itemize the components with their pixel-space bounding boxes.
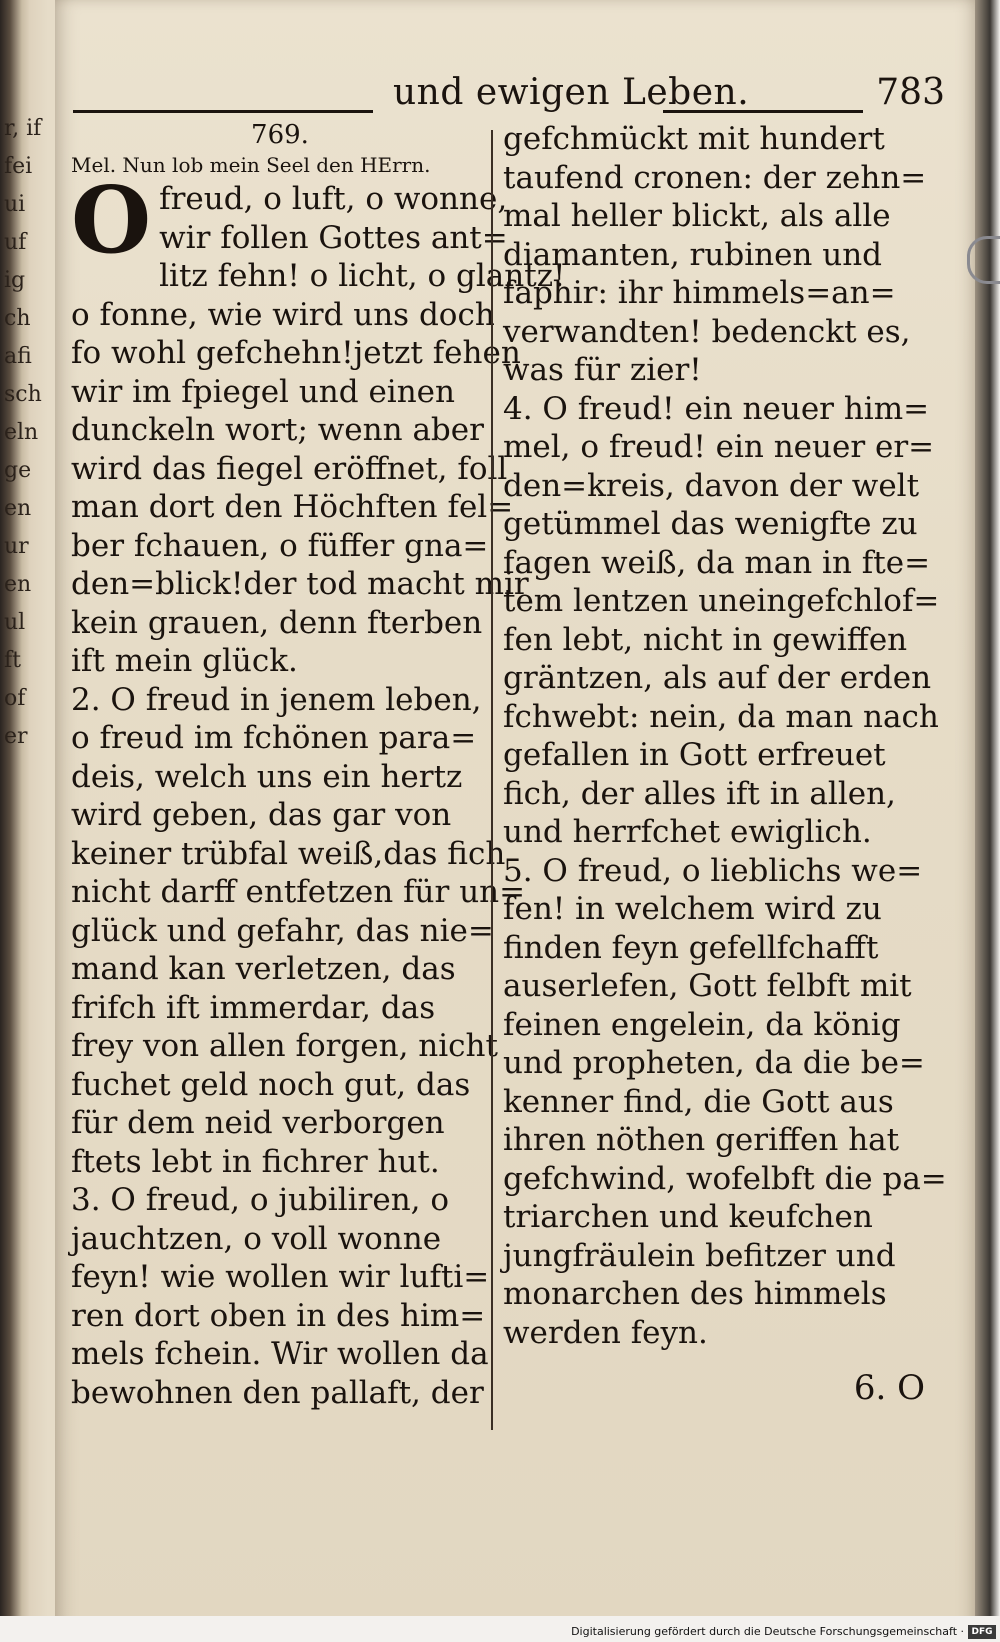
text-line: getümmel das wenigfte zu <box>503 506 918 542</box>
melody-indication: Mel. Nun lob mein Seel den HErrn. <box>71 153 431 177</box>
facing-page-fragment: of <box>4 686 26 711</box>
text-line: triarchen und keufchen <box>503 1199 873 1235</box>
text-line: für dem neid verborgen <box>71 1105 445 1141</box>
facing-page-fragment: ig <box>4 268 26 293</box>
text-line: 3. O freud, o jubiliren, o <box>71 1182 450 1218</box>
text-line: frey von allen forgen, nicht <box>71 1028 498 1064</box>
drop-cap: O <box>71 166 152 274</box>
text-line: kenner find, die Gott aus <box>503 1083 894 1120</box>
text-line: feyn! wie wollen wir lufti= <box>71 1259 490 1295</box>
text-line: monarchen des himmels <box>503 1276 887 1312</box>
text-line: wir im fpiegel und einen <box>71 373 455 410</box>
catchword: 6. O <box>853 1368 925 1408</box>
header-rule-right <box>663 110 863 113</box>
hymn-number: 769. <box>251 120 309 150</box>
facing-page-fragment: en <box>4 496 32 521</box>
text-line: mand kan verletzen, das <box>71 951 456 987</box>
facing-page-fragment: ch <box>4 306 31 331</box>
text-line: ihren nöthen geriffen hat <box>503 1122 900 1158</box>
header-rule-left <box>73 110 373 113</box>
text-line: jungfräulein befitzer und <box>503 1237 896 1274</box>
text-line: verwandten! bedenckt es, <box>503 313 911 350</box>
running-title: und ewigen Leben. <box>393 72 750 113</box>
text-line: jauchtzen, o voll wonne <box>71 1220 442 1257</box>
text-line: o fonne, wie wird uns doch <box>71 296 495 333</box>
text-line: bewohnen den pallaft, der <box>71 1374 484 1411</box>
facing-page-fragment: uf <box>4 230 27 255</box>
text-line: mels fchein. Wir wollen da <box>71 1336 489 1372</box>
text-line: wird das fiegel eröffnet, foll <box>71 450 508 487</box>
text-line: frifch ift immerdar, das <box>71 989 436 1026</box>
text-line: gefchwind, wofelbft die pa= <box>503 1160 947 1197</box>
page-number: 783 <box>876 72 945 113</box>
text-line: fuchet geld noch gut, das <box>71 1066 471 1103</box>
text-line: faphir: ihr himmels=an= <box>503 275 896 311</box>
facing-page-fragment: ui <box>4 192 26 217</box>
text-line: ift mein glück. <box>71 643 298 679</box>
text-line: fagen weiß, da man in fte= <box>503 544 931 581</box>
text-line: gefchmückt mit hundert <box>503 121 885 157</box>
text-line: ber fchauen, o füffer gna= <box>71 527 489 564</box>
text-line: deis, welch uns ein hertz <box>71 758 463 795</box>
facing-page-fragment: ft <box>4 648 21 673</box>
text-line: o freud im fchönen para= <box>71 720 477 756</box>
facing-page-fragment: ul <box>4 610 26 635</box>
facing-page-edge <box>0 110 42 1360</box>
page-783 <box>55 0 975 1642</box>
text-line: fich, der alles ift in allen, <box>503 775 896 812</box>
facing-page-fragment: ge <box>4 458 32 483</box>
text-line: man dort den Höchften fel= <box>71 489 514 525</box>
facing-page-fragment: eln <box>4 420 39 445</box>
text-line: finden feyn gefellfchafft <box>503 929 879 966</box>
text-line: keiner trübfal weiß,das fich <box>71 835 506 872</box>
text-line: ftets lebt in fichrer hut. <box>71 1143 440 1180</box>
facing-page-fragment: er <box>4 724 28 749</box>
text-line: tem lentzen uneingefchlof= <box>503 583 940 619</box>
text-line: und propheten, da die be= <box>503 1045 925 1081</box>
text-line: fo wohl gefchehn!jetzt fehen <box>71 335 521 371</box>
text-line: den=kreis, davon der welt <box>503 467 920 504</box>
text-line: wir follen Gottes ant= <box>159 219 508 256</box>
page-header <box>73 72 945 120</box>
text-line: 2. O freud in jenem leben, <box>71 681 482 718</box>
digitization-footer <box>0 1616 1000 1642</box>
text-line: wird geben, das gar von <box>71 797 452 833</box>
text-line: kein grauen, denn fterben <box>71 604 483 641</box>
text-line: den=blick!der tod macht mir <box>71 566 529 602</box>
text-line: ren dort oben in des him= <box>71 1297 486 1334</box>
facing-page-fragment: fei <box>4 154 33 179</box>
text-line: fen! in welchem wird zu <box>503 891 882 927</box>
column-divider <box>491 130 493 1430</box>
text-line: nicht darff entfetzen für un= <box>71 874 526 910</box>
text-line: gefallen in Gott erfreuet <box>503 737 886 773</box>
stanza-1-block <box>71 166 566 1412</box>
text-line: gräntzen, als auf der erden <box>503 660 932 696</box>
text-line: diamanten, rubinen und <box>503 236 883 273</box>
left-column-lines <box>71 166 566 1412</box>
facing-page-fragment: afi <box>4 344 32 369</box>
dfg-logo-icon: DFG <box>968 1625 996 1639</box>
text-line: glück und gefahr, das nie= <box>71 912 494 949</box>
facing-page-fragment: en <box>4 572 32 597</box>
page-clip-mark <box>967 236 1000 284</box>
text-line: werden feyn. <box>503 1314 708 1351</box>
facing-page-fragment: ur <box>4 534 29 559</box>
facing-page-fragment: r, if <box>4 116 42 141</box>
footer-credit: Digitalisierung gefördert durch die Deutsche Forschungsgemeinschaft · <box>571 1625 964 1638</box>
text-line: dunckeln wort; wenn aber <box>71 412 484 448</box>
text-line: fchwebt: nein, da man nach <box>503 698 939 735</box>
text-line: taufend cronen: der zehn= <box>503 159 927 196</box>
text-line: und herrfchet ewiglich. <box>503 814 872 850</box>
left-column <box>71 120 566 1412</box>
text-line: fen lebt, nicht in gewiffen <box>503 621 908 658</box>
text-line: mel, o freud! ein neuer er= <box>503 429 935 465</box>
text-line: auserlefen, Gott felbft mit <box>503 968 912 1004</box>
text-line: 4. O freud! ein neuer him= <box>503 390 930 427</box>
text-line: litz fehn! o licht, o glantz! <box>159 258 566 294</box>
right-column-lines <box>503 120 947 1352</box>
text-line: 5. O freud, o lieblichs we= <box>503 852 923 889</box>
right-column <box>503 120 947 1352</box>
text-line: mal heller blickt, als alle <box>503 198 891 234</box>
facing-page-fragment: sch <box>4 382 42 407</box>
text-line: was für zier! <box>503 352 702 388</box>
text-line: feinen engelein, da könig <box>503 1006 901 1043</box>
text-line: freud, o luft, o wonne, <box>159 181 508 217</box>
